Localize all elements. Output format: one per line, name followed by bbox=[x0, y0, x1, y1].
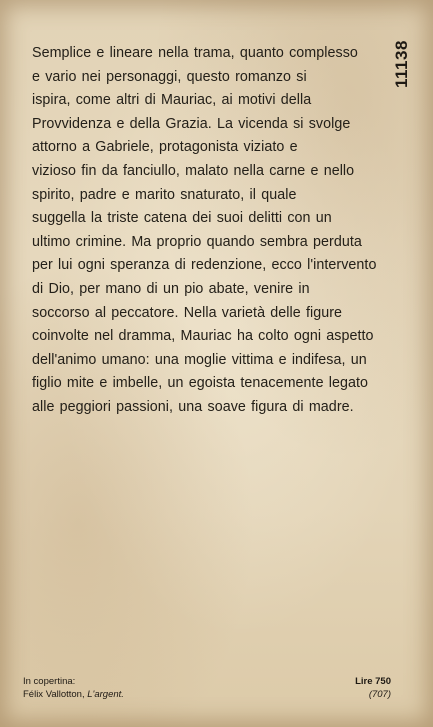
blurb-text bbox=[32, 42, 394, 420]
blurb-line: ultimo crimine. Ma proprio quando sembra perduta bbox=[32, 233, 362, 250]
blurb-line: dell'animo umano: una moglie vittima e indifesa, un bbox=[32, 351, 367, 368]
cover-credit-artist: Félix Vallotton, bbox=[23, 689, 85, 700]
blurb-line: ispira, come altri di Mauriac, ai motivi della bbox=[32, 92, 312, 109]
blurb-line: attorno a Gabriele, protagonista viziato e bbox=[32, 139, 298, 156]
price-code: (707) bbox=[368, 689, 391, 700]
blurb-line: per lui ogni speranza di redenzione, ecco l'intervento bbox=[32, 257, 377, 274]
cover-credit bbox=[23, 675, 124, 701]
series-number: 11138 bbox=[392, 40, 411, 88]
cover-credit-line bbox=[23, 688, 124, 701]
blurb-line: suggella la triste catena dei suoi delitti con un bbox=[32, 210, 332, 227]
blurb-line: figlio mite e imbelle, un egoista tenacemente legato bbox=[32, 375, 369, 392]
blurb-line: di Dio, per mano di un pio abate, venire in bbox=[32, 280, 310, 297]
blurb-line: spirito, padre e marito snaturato, il quale bbox=[32, 186, 297, 203]
price-amount: Lire 750 bbox=[355, 676, 391, 687]
cover-credit-title: L'argent. bbox=[87, 689, 124, 700]
blurb-line: coinvolte nel dramma, Mauriac ha colto ogni aspetto bbox=[32, 328, 374, 345]
blurb-line: vizioso fin da fanciullo, malato nella carne e nello bbox=[32, 162, 355, 179]
blurb-line: e vario nei personaggi, questo romanzo si bbox=[32, 68, 307, 85]
price-block bbox=[355, 675, 391, 701]
blurb-line: Semplice e lineare nella trama, quanto complesso bbox=[32, 45, 358, 61]
cover-credit-label: In copertina: bbox=[23, 676, 76, 687]
blurb-line: soccorso al peccatore. Nella varietà delle figure bbox=[32, 304, 343, 321]
blurb-line: alle peggiori passioni, una soave figura di madre. bbox=[32, 398, 354, 415]
blurb-line: Provvidenza e della Grazia. La vicenda si svolge bbox=[32, 115, 351, 132]
